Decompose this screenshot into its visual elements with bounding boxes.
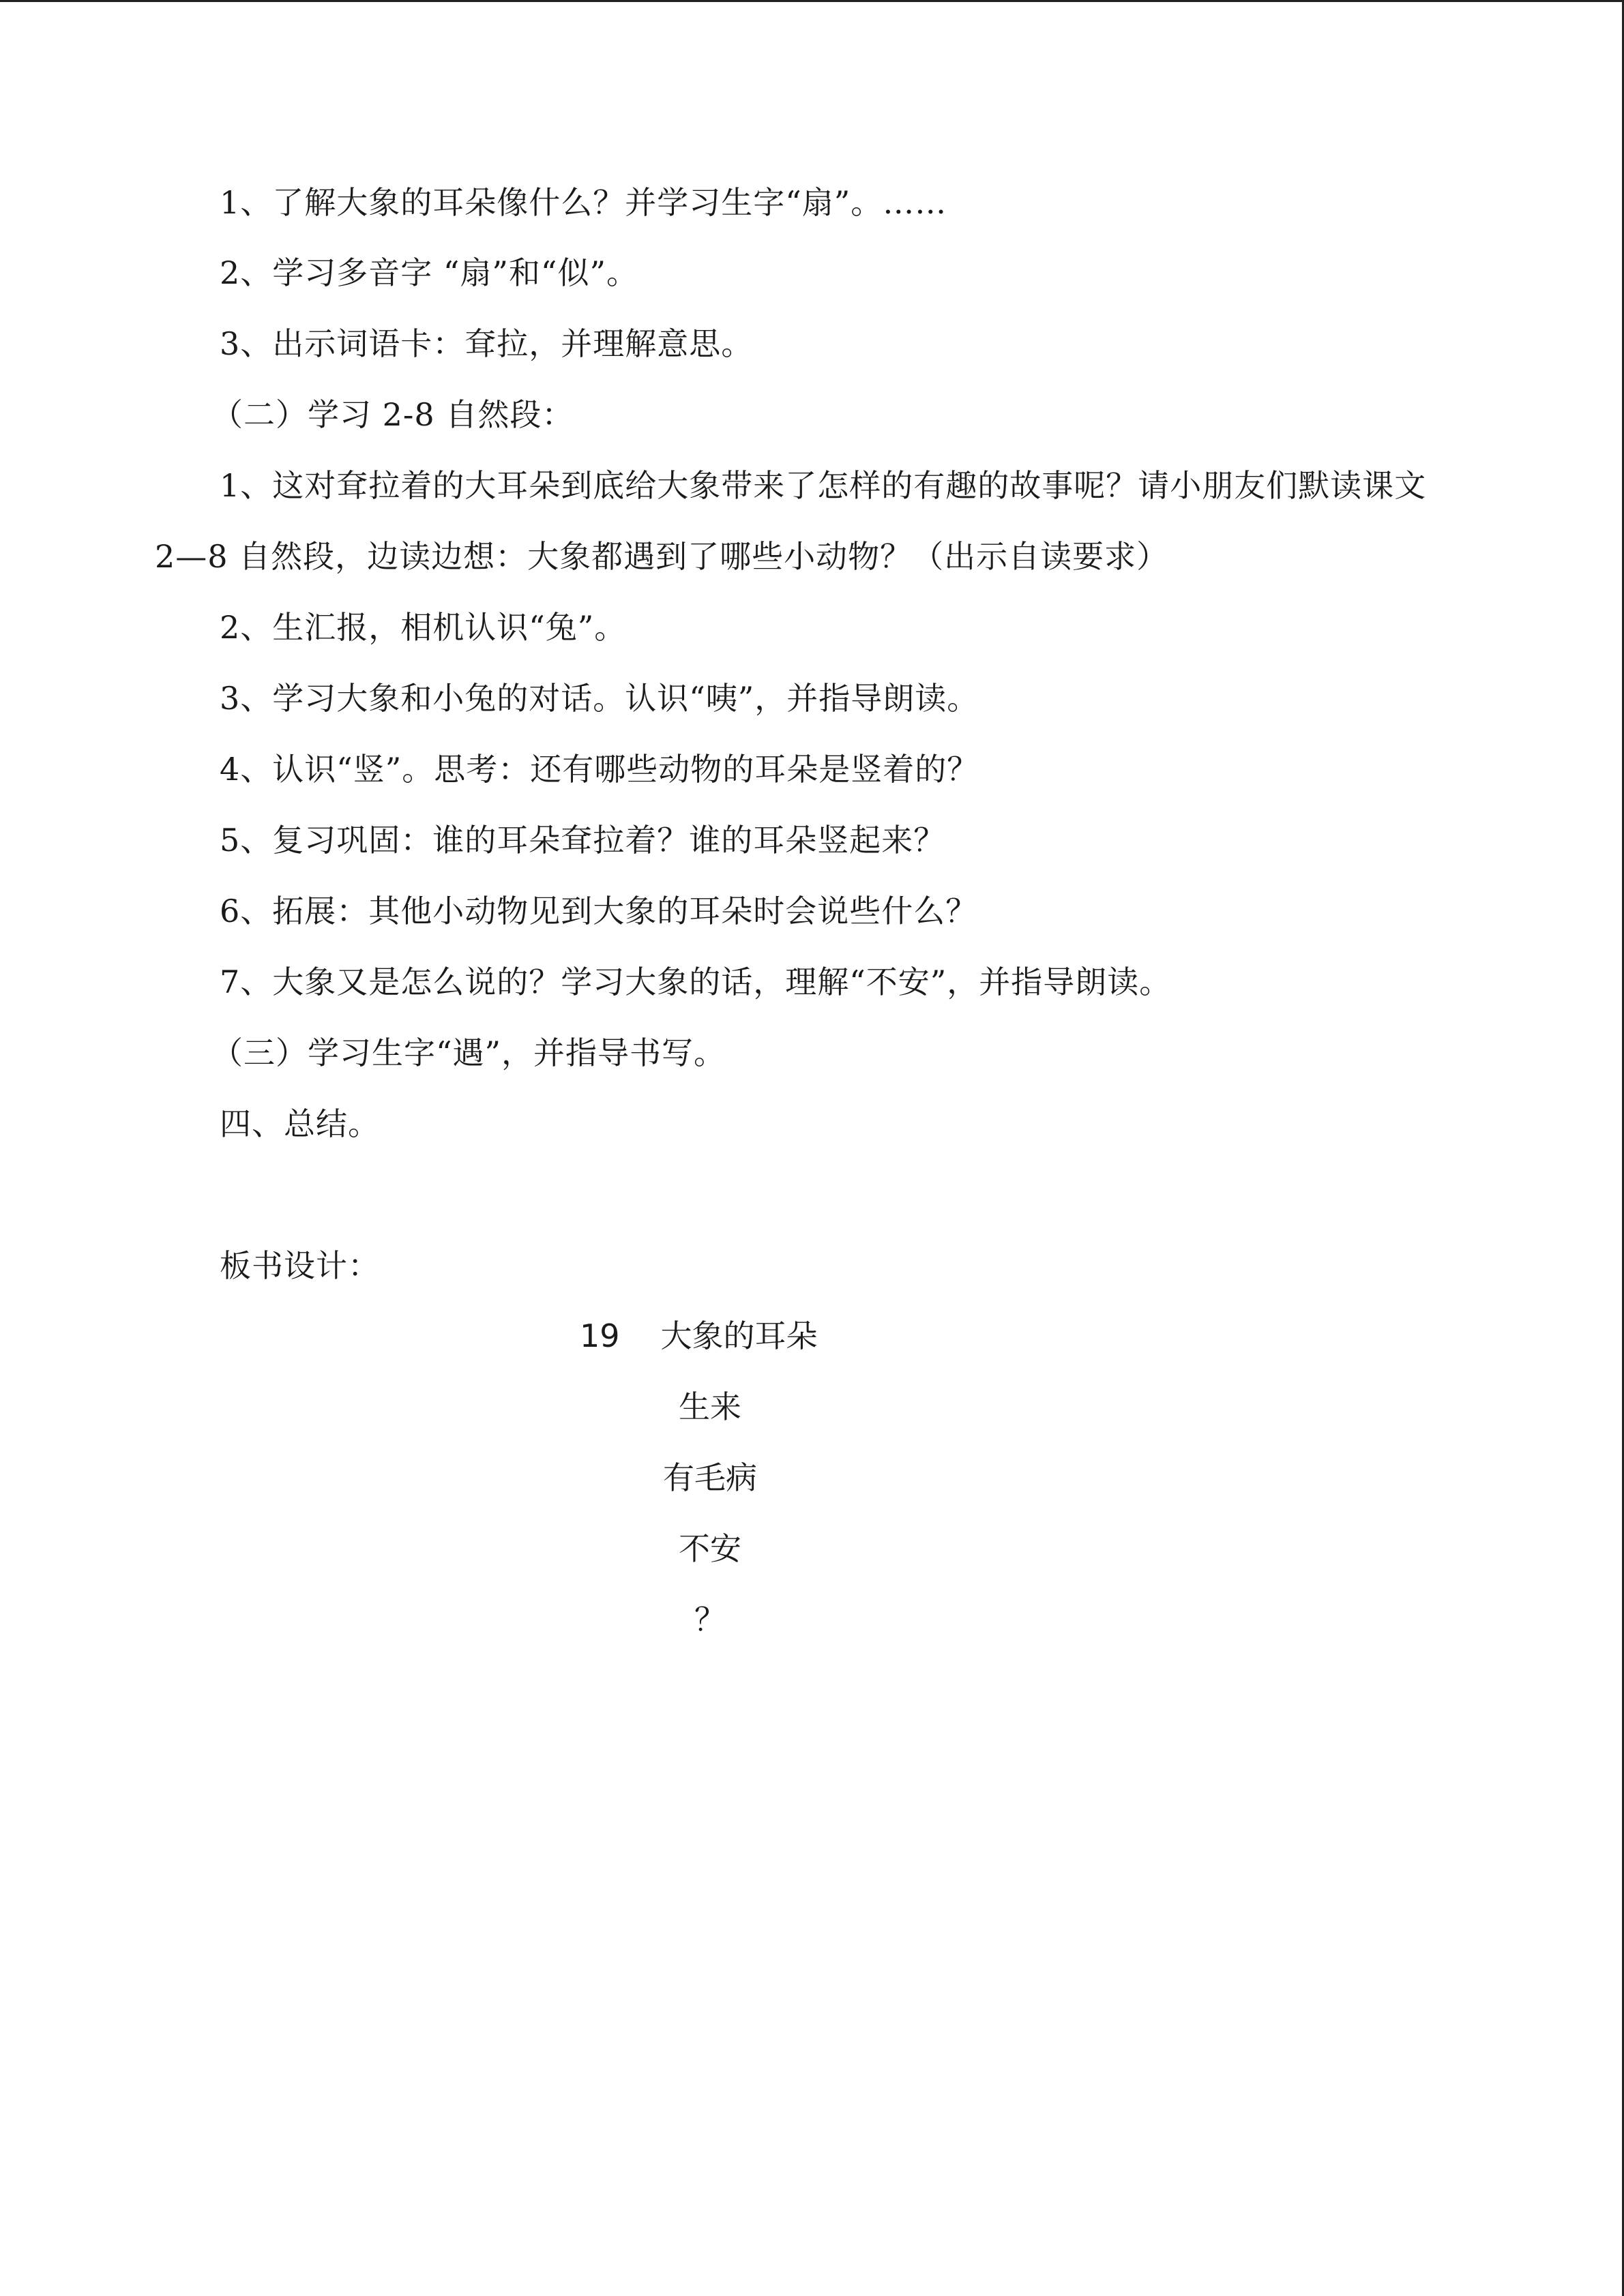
text-line-10: 5、复习巩固：谁的耳朵耷拉着？谁的耳朵竖起来？ <box>220 822 946 859</box>
board-item-4: ？ <box>694 1601 726 1638</box>
text-line-7: 2、生汇报，相机认识“兔”。 <box>220 609 627 646</box>
board-item-2: 有毛病 <box>663 1459 757 1496</box>
text-line-12: 7、大象又是怎么说的？学习大象的话，理解“不安”，并指导朗读。 <box>220 964 1172 1000</box>
text-line-2: 2、学习多音字 “扇”和“似”。 <box>220 254 638 291</box>
section-heading-3: （三）学习生字“遇”，并指导书写。 <box>211 1034 726 1071</box>
board-title-row <box>580 1315 818 1356</box>
text-line-3: 3、出示词语卡：耷拉，并理解意思。 <box>220 325 754 362</box>
text-line-6: 2—8 自然段，边读边想：大象都遇到了哪些小动物？（出示自读要求） <box>155 538 1169 575</box>
text-line-5: 1、这对耷拉着的大耳朵到底给大象带来了怎样的有趣的故事呢？请小朋友们默读课文 <box>220 467 1427 504</box>
board-lesson-number: 19 <box>580 1317 620 1354</box>
summary-heading: 四、总结。 <box>220 1105 380 1142</box>
board-item-1: 生来 <box>679 1388 741 1425</box>
text-line-11: 6、拓展：其他小动物见到大象的耳朵时会说些什么？ <box>220 893 978 929</box>
text-line-8: 3、学习大象和小兔的对话。认识“咦”，并指导朗读。 <box>220 680 979 717</box>
board-item-3: 不安 <box>679 1530 741 1567</box>
board-lesson-title: 大象的耳朵 <box>660 1317 818 1354</box>
text-line-9: 4、认识“竖”。思考：还有哪些动物的耳朵是竖着的？ <box>220 751 979 788</box>
board-design-label: 板书设计： <box>220 1247 380 1284</box>
text-line-1: 1、了解大象的耳朵像什么？并学习生字“扇”。…… <box>220 184 947 221</box>
section-heading-2: （二）学习 2-8 自然段： <box>211 396 574 433</box>
